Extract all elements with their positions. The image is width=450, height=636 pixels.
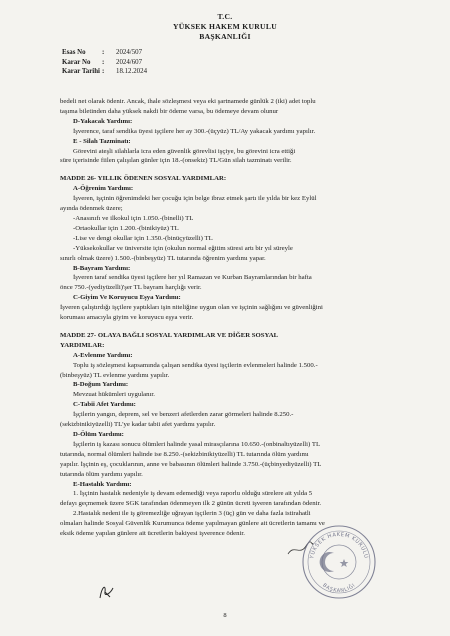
body-line: süre içerisinde fiilen çalışılan günler için 18.-(onsekiz) TL/Gün silah tazminatı verilir. xyxy=(60,157,292,165)
meta-value: 2024/607 xyxy=(116,58,143,66)
body-line: yapılır. İşçinin eş, çocuklarının, anne ve babasının ölümleri halinde 3.750.-(üçbinyediyüzelli) TL xyxy=(60,460,322,468)
body-line: tutarında ölüm yardımı yapılır. xyxy=(60,470,143,478)
section-heading: C-Giyim Ve Koruyucu Eşya Yardımı: xyxy=(73,294,181,302)
meta-sep: : xyxy=(102,58,105,66)
section-heading: B-Doğum Yardımı: xyxy=(73,381,129,389)
list-item: -Lise ve dengi okullar için 1.350.-(binüçyüzelli) TL xyxy=(73,234,213,242)
meta-row-karar xyxy=(62,58,147,68)
body-line: (sekizbinikiyüzelli) TL'ye kadar tabii afet yardımı yapılır. xyxy=(60,421,216,429)
article-heading: MADDE 27- OLAYA BAĞLI SOSYAL YARDIMLAR VE DİĞER SOSYAL xyxy=(60,331,279,339)
section-heading: B-Bayram Yardımı: xyxy=(73,264,131,272)
body-line: İşçilerin yangın, deprem, sel ve benzeri afetlerden zarar görmeleri halinde 8.250.- xyxy=(73,411,294,419)
meta-value: 2024/507 xyxy=(116,49,143,56)
body-line: Mevzuat hükümleri uygulanır. xyxy=(73,391,155,399)
body-line: (binbeşyüz) TL evlenme yardımı yapılır. xyxy=(60,371,170,379)
body-line: ayında ödenmek üzere; xyxy=(60,205,123,213)
section-heading: E - Silah Tazminatı: xyxy=(73,137,131,145)
body-line: İşçilerin iş kazası sonucu ölümleri halinde yasal mirasçılarına 10.650.-(onbinaltıyüzelli) TL xyxy=(73,440,321,448)
body-line: Görevini ateşli silahlarla icra eden güvenlik görevlisi işçiye, bu görevini icra ettiği xyxy=(73,147,296,155)
body-line: defayı geçmemek üzere SGK tarafından ödenmeyen ilk 2 günün ücreti işveren tarafından ödenir. xyxy=(60,500,322,508)
initials-signature xyxy=(96,580,118,602)
meta-key: Karar Tarihi xyxy=(62,68,100,76)
body-line: 2.Hastalık nedeni ile iş göremezliğe uğrayan işçilerin 3 (üç) gün ve daha fazla istirahatli xyxy=(73,510,311,518)
list-item: -Yüksekokullar ve üniversite için (okulun normal eğitim süresi artı bir yıl süreyle xyxy=(73,244,293,252)
document-body xyxy=(60,97,400,539)
body-line: olmaları halinde Sosyal Güvenlik Kurumunca ödeme yapılmayan günlere ait ücretlerin tamamı ve xyxy=(60,520,325,528)
body-line: koruması amacıyla giyim ve koruyucu eşya verir. xyxy=(60,314,194,322)
header-institution: YÜKSEK HAKEM KURULU xyxy=(172,22,277,31)
body-line: İşverence, taraf sendika üyesi işçilere her ay 300.-(üçyüz) TL/Ay yakacak yardımı yapılır. xyxy=(73,127,316,135)
official-seal xyxy=(300,523,378,601)
body-line: Toplu iş sözleşmesi kapsamında çalışan sendika üyesi işçilerin evlenmeleri halinde 1.500.- xyxy=(73,361,318,369)
list-item: -Ortaokullar için 1.200.-(binikiyüz) TL xyxy=(73,224,179,232)
seal-bottom-text: BAŞKANLIĞI xyxy=(321,582,357,595)
svg-text:BAŞKANLIĞI xyxy=(321,582,356,594)
body-line: İşveren taraf sendika üyesi işçilere her yıl Ramazan ve Kurban Bayramlarından bir hafta xyxy=(73,274,312,282)
header-department: BAŞKANLIĞI xyxy=(199,32,251,41)
svg-text:YÜKSEK HAKEM KURULU xyxy=(309,532,369,560)
body-line: sınırlı olmak üzere) 1.500.-(binbeşyüz) TL tutarında öğrenim yardımı yapar. xyxy=(60,254,266,262)
section-heading: E-Hastalık Yardımı: xyxy=(73,480,132,488)
article-heading: YARDIMLAR: xyxy=(60,341,105,349)
section-heading: D-Ölüm Yardımı: xyxy=(73,431,124,438)
body-line: İşveren çalıştırdığı işçilere yaptıkları işin niteliğine uygun olan ve işçinin sağlığını ve güvenliğini xyxy=(60,304,323,312)
section-heading: A-Öğrenim Yardımı: xyxy=(73,185,134,193)
meta-sep: : xyxy=(102,49,105,56)
meta-key: Karar No xyxy=(62,58,91,66)
meta-row-esas xyxy=(62,48,147,58)
section-heading: D-Yakacak Yardımı: xyxy=(73,117,133,125)
case-meta xyxy=(62,48,147,77)
section-heading: C-Tabii Afet Yardımı: xyxy=(73,401,136,409)
body-line: önce 750.-(yediyüzelli)'şer TL bayram harçlığı verir. xyxy=(60,284,202,292)
body-line: tutarında, normal ölümleri halinde ise 8.250.-(sekizbinikiyüzelli) TL tutarında ölüm yardımı xyxy=(60,450,309,458)
body-line: bedeli net olarak ödenir. Ancak, ihale sözleşmesi veya eki şartnamede günlük 2 (iki) adet toplu xyxy=(60,98,316,105)
body-line: taşıma biletinden daha yüksek nakdi bir ödeme varsa, bu ödemeye devam olunur xyxy=(60,107,279,115)
page-number: 8 xyxy=(223,612,227,619)
header-tc: T.C. xyxy=(217,12,233,21)
meta-sep: : xyxy=(102,68,105,76)
seal-top-text: YÜKSEK HAKEM KURULU xyxy=(309,531,369,560)
body-line: 1. İşçinin hastalık nedeniyle iş devam edemediği veya raporlu olduğu sürelere ait yılda 5 xyxy=(73,490,313,498)
body-line: İşveren, işçinin öğrenimdeki her çocuğu için belge ibraz etmek şartı ile yılda bir kez Eylül xyxy=(73,195,317,203)
meta-row-tarih xyxy=(62,67,147,77)
article-heading: MADDE 26- YILLIK ÖDENEN SOSYAL YARDIMLAR: xyxy=(60,175,227,183)
meta-key: Esas No xyxy=(62,49,86,56)
body-line: eksik ödeme yapılan günlere ait ücretlerin bakiyesi işverence ödenir. xyxy=(60,530,245,538)
list-item: -Anasınıfı ve ilkokul için 1.050.-(binelli) TL xyxy=(73,214,194,222)
section-heading: A-Evlenme Yardımı: xyxy=(73,351,133,359)
meta-value: 18.12.2024 xyxy=(116,68,148,76)
